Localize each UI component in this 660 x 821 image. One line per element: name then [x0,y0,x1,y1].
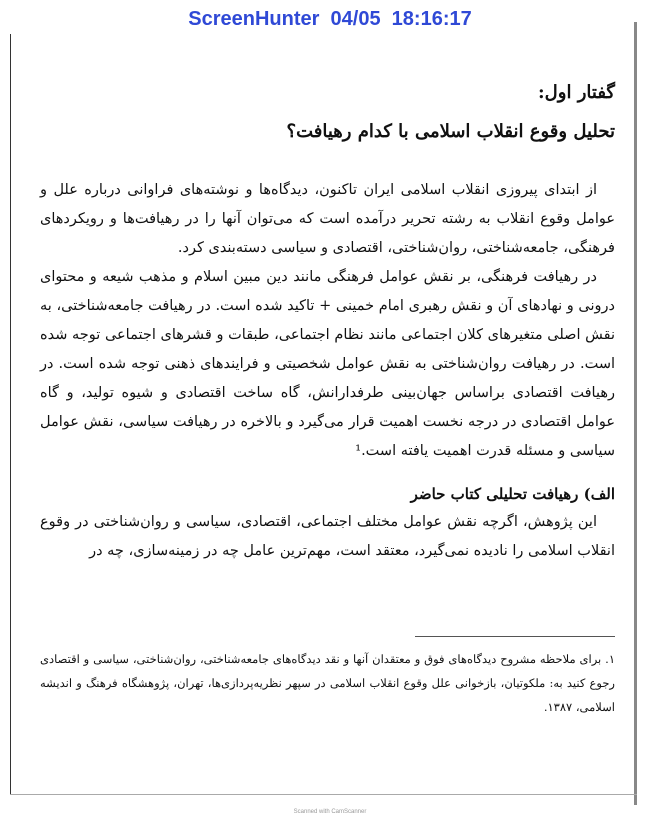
paragraph: در رهیافت فرهنگی، بر نقش عوامل فرهنگی مانند دین مبین اسلام و مذهب شیعه و محتوای درونی و نهادهای آن و نقش رهبری امام خمینی + تاکید شده است. در رهیافت جامعه‌شناختی، به نقش اصلی متغیرهای کلان اجتماعی مانند نظام اجتماعی، طبقات و قشرهای اجتماعی توجه شده است. در رهیافت روان‌شناختی به نقش عوامل شخصیتی و فرایندهای ذهنی توجه شده است. در رهیافت اقتصادی براساس جهان‌بینی طرفدارانش، گاه ساخت اقتصادی و شیوه تولید، و گاه عوامل اقتصادی در درجه نخست اهمیت قرار می‌گیرد و بالاخره در رهیافت سیاسی، نقش عوامل سیاسی و مسئله قدرت اهمیت یافته است.¹ [40,269,615,459]
document-page [40,70,615,719]
section-heading: گفتار اول: [538,82,615,103]
body-text [40,176,615,566]
section-title: تحلیل وقوع انقلاب اسلامی با کدام رهیافت؟ [286,121,615,142]
page-left-border [10,34,11,795]
paragraph: از ابتدای پیروزی انقلاب اسلامی ایران تاکنون، دیدگاه‌ها و نوشته‌های فراوانی درباره علل و عوامل وقوع انقلاب به رشته تحریر درآمده است که می‌توان آنها را در رهیافت‌ها و رویکردهای فرهنگی، جامعه‌شناختی، روان‌شناختی، اقتصادی و سیاسی دسته‌بندی کرد. [40,182,615,256]
screenhunter-banner: ScreenHunter 04/05 18:16:17 [188,8,472,30]
subsection-title: الف) رهیافت تحلیلی کتاب حاضر [410,485,615,503]
footnote: ۱. برای ملاحظه مشروح دیدگاه‌های فوق و معتقدان آنها و نقد دیدگاه‌های جامعه‌شناختی، روان‌شناختی، سیاسی و اقتصادی رجوع کنید به: ملکوتیان، بازخوانی علل وقوع انقلاب اسلامی در سپهر نظریه‌پردازی‌ها، تهران، پژوهشگاه فرهنگ و اندیشه اسلامی، ۱۳۸۷. [40,652,615,714]
footnote-separator [415,636,615,637]
paragraph: این پژوهش، اگرچه نقش عوامل مختلف اجتماعی، اقتصادی، سیاسی و روان‌شناختی در وقوع انقلاب اسلامی را نادیده نمی‌گیرد، معتقد است، مهم‌ترین عامل چه در زمینه‌سازی، چه در [40,514,615,559]
page-right-border [634,22,637,805]
page-bottom-border [10,794,637,795]
scanner-watermark: Scanned with CamScanner [293,809,367,815]
